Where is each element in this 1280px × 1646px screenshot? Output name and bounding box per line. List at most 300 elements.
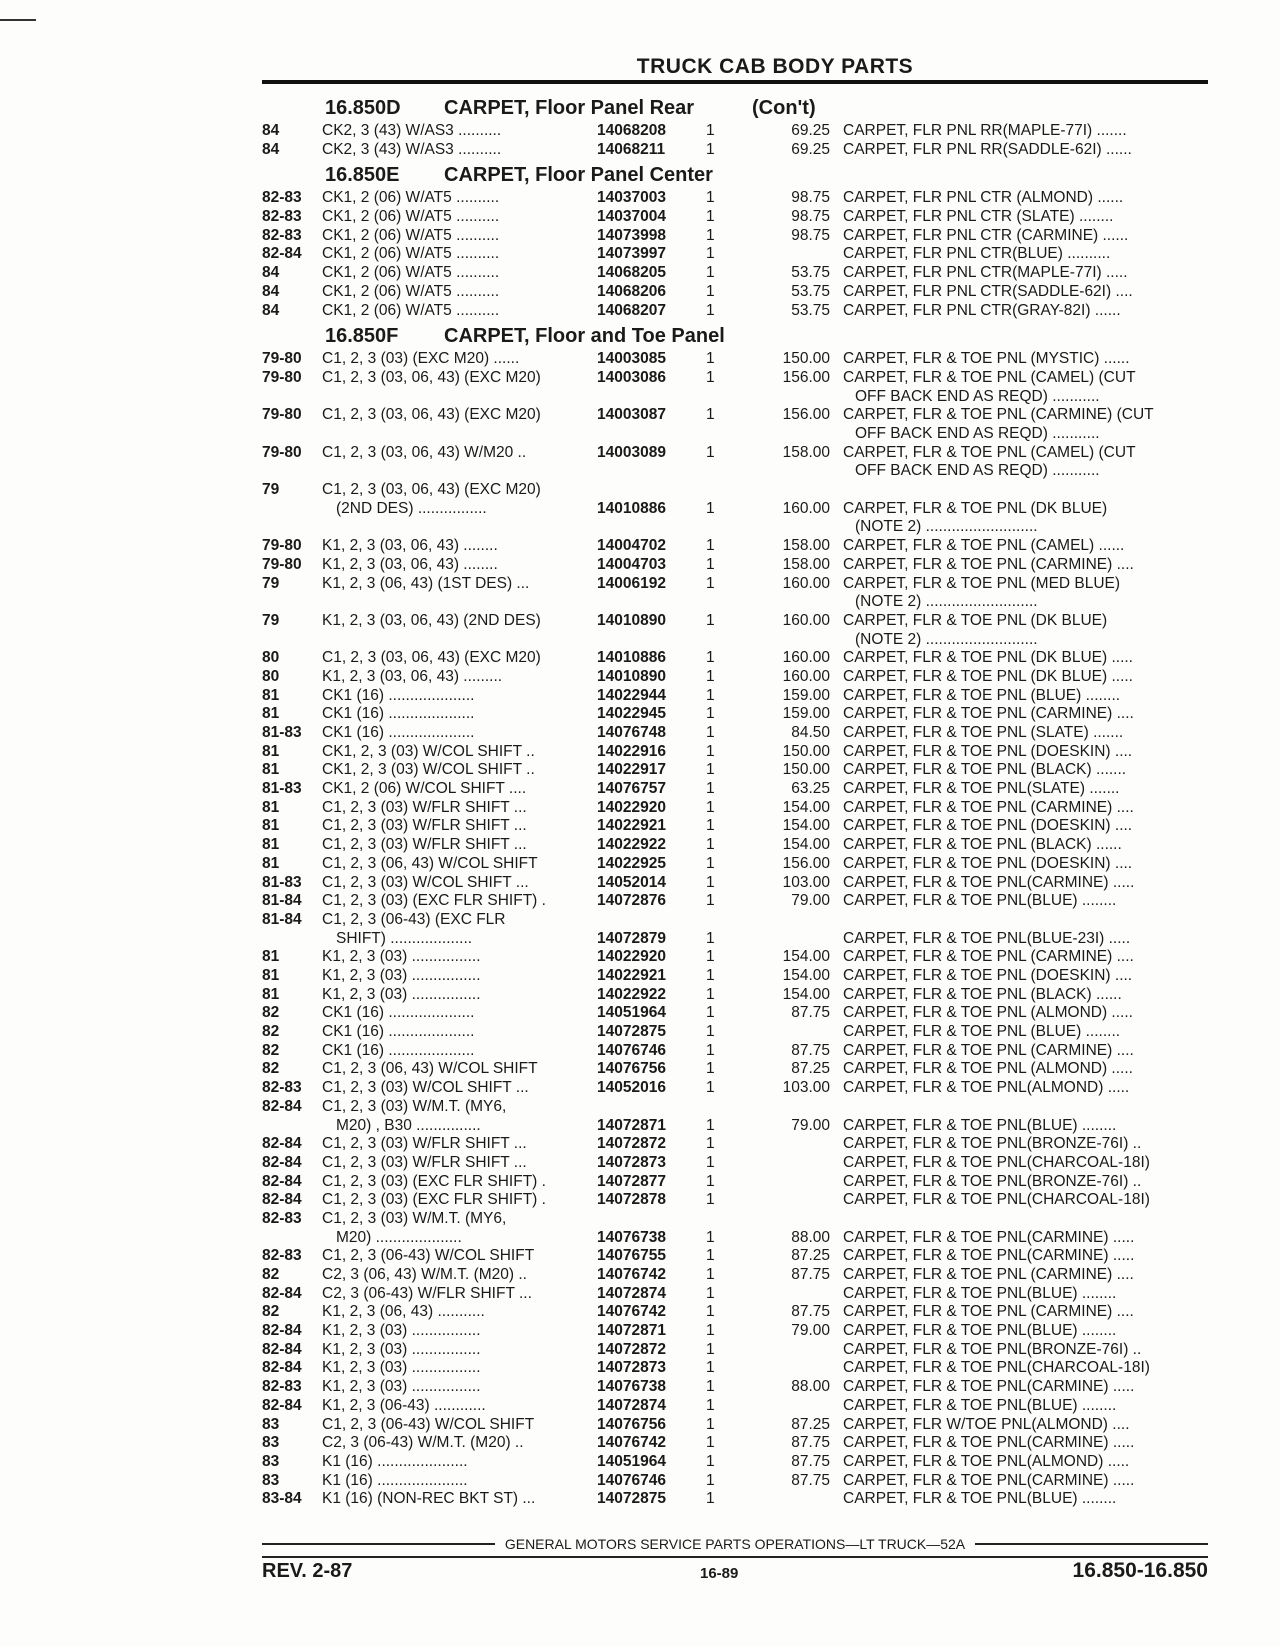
application xyxy=(322,967,592,986)
description-line: CARPET, FLR & TOE PNL (CAMEL) (CUT xyxy=(843,368,1136,386)
description-line: CARPET, FLR & TOE PNL (CAMEL) ...... xyxy=(843,537,1125,555)
application xyxy=(322,1285,592,1304)
model-year: 82 xyxy=(262,1004,280,1022)
price: 150.00 xyxy=(782,761,830,779)
table-row xyxy=(262,1490,1208,1509)
description xyxy=(843,1341,1213,1360)
table-row xyxy=(262,189,1208,208)
description xyxy=(843,948,1213,967)
application-line: CK1, 2 (06) W/AT5 .......... xyxy=(322,301,500,319)
table-row xyxy=(262,1023,1208,1042)
description-line: CARPET, FLR PNL CTR(GRAY-82I) ...... xyxy=(843,301,1121,319)
part-number: 14072874 xyxy=(597,1284,666,1302)
table-row xyxy=(262,874,1208,893)
part-number: 14068207 xyxy=(597,301,666,319)
table-row xyxy=(262,687,1208,706)
price: 98.75 xyxy=(791,226,830,244)
model-year: 82-83 xyxy=(262,1378,302,1396)
description-line: CARPET, FLR PNL CTR (SLATE) ........ xyxy=(843,208,1114,226)
quantity: 1 xyxy=(706,574,715,592)
description xyxy=(843,1191,1213,1210)
description-line xyxy=(843,1098,1213,1117)
table-row xyxy=(262,986,1208,1005)
corner-mark xyxy=(0,19,36,21)
model-year: 82 xyxy=(262,1303,280,1321)
description-line: CARPET, FLR & TOE PNL(CARMINE) ..... xyxy=(843,1228,1135,1246)
model-year: 82-84 xyxy=(262,1153,302,1171)
description-line: CARPET, FLR & TOE PNL (BLUE) ........ xyxy=(843,1023,1121,1041)
parts-listing xyxy=(262,92,1208,1509)
model-year: 79-80 xyxy=(262,368,302,386)
price: 160.00 xyxy=(782,499,830,517)
quantity: 1 xyxy=(706,1340,715,1358)
table-row xyxy=(262,1042,1208,1061)
price: 87.75 xyxy=(791,1452,830,1470)
quantity: 1 xyxy=(706,140,715,158)
description xyxy=(843,556,1213,575)
price: 88.00 xyxy=(791,1378,830,1396)
price: 158.00 xyxy=(782,555,830,573)
model-year: 82-84 xyxy=(262,1340,302,1358)
application-line: K1, 2, 3 (06, 43) (1ST DES) ... xyxy=(322,574,530,592)
application-line: C1, 2, 3 (03, 06, 43) (EXC M20) xyxy=(322,649,541,667)
description-line: CARPET, FLR PNL CTR(SADDLE-62I) .... xyxy=(843,282,1133,300)
quantity: 1 xyxy=(706,761,715,779)
part-number: 14004703 xyxy=(597,555,666,573)
description xyxy=(843,122,1213,141)
model-year: 82-84 xyxy=(262,245,302,263)
model-year: 82-84 xyxy=(262,1097,302,1115)
section-title: CARPET, Floor Panel Center xyxy=(444,164,713,187)
quantity: 1 xyxy=(706,122,715,139)
quantity: 1 xyxy=(706,817,715,835)
description-line: (NOTE 2) .......................... xyxy=(855,630,1038,648)
description xyxy=(843,649,1213,668)
application xyxy=(322,1191,592,1210)
part-number: 14010886 xyxy=(597,649,666,667)
description xyxy=(843,1098,1213,1135)
table-row xyxy=(262,911,1208,948)
description-line: CARPET, FLR & TOE PNL(ALMOND) ..... xyxy=(843,1452,1130,1470)
model-year: 82-84 xyxy=(262,1172,302,1190)
application-line: K1, 2, 3 (03) ................ xyxy=(322,1340,481,1358)
price: 160.00 xyxy=(782,574,830,592)
part-number: 14022944 xyxy=(597,686,666,704)
application-line: C2, 3 (06-43) W/M.T. (M20) .. xyxy=(322,1434,524,1452)
quantity: 1 xyxy=(706,264,715,282)
part-number: 14072871 xyxy=(597,1322,666,1340)
part-number: 14072873 xyxy=(597,1359,666,1377)
quantity: 1 xyxy=(706,873,715,891)
quantity: 1 xyxy=(706,1135,715,1153)
model-year: 81-84 xyxy=(262,910,302,928)
description xyxy=(843,986,1213,1005)
application-line: CK1, 2 (06) W/COL SHIFT .... xyxy=(322,780,527,798)
application-line: CK1, 2, 3 (03) W/COL SHIFT .. xyxy=(322,742,535,760)
price: 159.00 xyxy=(782,686,830,704)
description-line: CARPET, FLR & TOE PNL(BLUE) ........ xyxy=(843,1396,1117,1414)
model-year: 79-80 xyxy=(262,443,302,461)
quantity: 1 xyxy=(706,1303,715,1321)
description-line: CARPET, FLR & TOE PNL(CARMINE) ..... xyxy=(843,873,1135,891)
part-number: 14010890 xyxy=(597,667,666,685)
description-line: CARPET, FLR & TOE PNL (DOESKIN) .... xyxy=(843,742,1133,760)
description xyxy=(843,780,1213,799)
description xyxy=(843,189,1213,208)
description-line: CARPET, FLR & TOE PNL(CARMINE) ..... xyxy=(843,1434,1135,1452)
application xyxy=(322,575,592,594)
application xyxy=(322,302,592,321)
application-line: K1, 2, 3 (03, 06, 43) ......... xyxy=(322,667,503,685)
price: 156.00 xyxy=(782,406,830,424)
application-line: CK1, 2 (06) W/AT5 .......... xyxy=(322,245,500,263)
part-number: 14072874 xyxy=(597,1396,666,1414)
application xyxy=(322,743,592,762)
model-year: 84 xyxy=(262,122,280,139)
section-number: 16.850E xyxy=(325,164,400,187)
application xyxy=(322,283,592,302)
application-line: CK1, 2 (06) W/AT5 .......... xyxy=(322,282,500,300)
quantity: 1 xyxy=(706,208,715,226)
quantity: 1 xyxy=(706,1172,715,1190)
price: 87.25 xyxy=(791,1247,830,1265)
model-year: 83-84 xyxy=(262,1490,302,1508)
table-row xyxy=(262,575,1208,612)
application xyxy=(322,780,592,799)
description xyxy=(843,1322,1213,1341)
description-line: CARPET, FLR & TOE PNL(CARMINE) ..... xyxy=(843,1378,1135,1396)
part-number: 14003089 xyxy=(597,443,666,461)
model-year: 81-83 xyxy=(262,724,302,742)
application xyxy=(322,705,592,724)
description-line: CARPET, FLR & TOE PNL (DOESKIN) .... xyxy=(843,854,1133,872)
description-line: CARPET, FLR & TOE PNL(SLATE) ....... xyxy=(843,780,1120,798)
quantity: 1 xyxy=(706,649,715,667)
model-year: 82-84 xyxy=(262,1396,302,1414)
description xyxy=(843,761,1213,780)
model-year: 79-80 xyxy=(262,406,302,424)
application xyxy=(322,208,592,227)
application-line: C1, 2, 3 (03, 06, 43) (EXC M20) xyxy=(322,406,541,424)
price: 69.25 xyxy=(791,140,830,158)
table-row xyxy=(262,1098,1208,1135)
description-line: CARPET, FLR & TOE PNL(BRONZE-76I) .. xyxy=(843,1340,1142,1358)
application-line: K1, 2, 3 (06-43) ............ xyxy=(322,1396,486,1414)
section-continued: (Con't) xyxy=(752,97,816,119)
description-line xyxy=(843,911,1213,930)
description xyxy=(843,537,1213,556)
description xyxy=(843,612,1213,649)
price: 154.00 xyxy=(782,948,830,966)
quantity: 1 xyxy=(706,1359,715,1377)
table-row xyxy=(262,705,1208,724)
part-number: 14072878 xyxy=(597,1191,666,1209)
description-line: CARPET, FLR & TOE PNL (BLACK) ....... xyxy=(843,761,1127,779)
part-number: 14072877 xyxy=(597,1172,666,1190)
application xyxy=(322,1303,592,1322)
application-line: C1, 2, 3 (06-43) W/COL SHIFT xyxy=(322,1247,535,1265)
quantity: 1 xyxy=(706,611,715,629)
part-number: 14076756 xyxy=(597,1060,666,1078)
table-row xyxy=(262,855,1208,874)
description xyxy=(843,1359,1213,1378)
footer-org: GENERAL MOTORS SERVICE PARTS OPERATIONS—LT TRUCK—52A xyxy=(504,1536,966,1552)
table-row xyxy=(262,1173,1208,1192)
table-row xyxy=(262,799,1208,818)
price: 98.75 xyxy=(791,208,830,226)
description-line: CARPET, FLR PNL CTR (CARMINE) ...... xyxy=(843,226,1129,244)
description xyxy=(843,874,1213,893)
application-line: CK1 (16) .................... xyxy=(322,686,475,704)
application xyxy=(322,911,592,948)
table-row xyxy=(262,122,1208,141)
quantity: 1 xyxy=(706,1023,715,1041)
part-number: 14076756 xyxy=(597,1415,666,1433)
model-year: 82-83 xyxy=(262,1247,302,1265)
model-year: 79 xyxy=(262,574,280,592)
application-line: K1, 2, 3 (03) ................ xyxy=(322,1378,481,1396)
description xyxy=(843,1247,1213,1266)
application-line: CK1 (16) .................... xyxy=(322,705,475,723)
part-number: 14076738 xyxy=(597,1228,666,1246)
model-year: 81 xyxy=(262,686,280,704)
quantity: 1 xyxy=(706,1060,715,1078)
section-header xyxy=(262,320,1208,350)
table-row xyxy=(262,649,1208,668)
table-row xyxy=(262,1266,1208,1285)
model-year: 81 xyxy=(262,836,280,854)
model-year: 81 xyxy=(262,798,280,816)
table-row xyxy=(262,836,1208,855)
part-number: 14037004 xyxy=(597,208,666,226)
application xyxy=(322,122,592,141)
application xyxy=(322,1359,592,1378)
section-header xyxy=(262,159,1208,189)
model-year: 82-84 xyxy=(262,1191,302,1209)
model-year: 81 xyxy=(262,705,280,723)
quantity: 1 xyxy=(706,892,715,910)
description xyxy=(843,208,1213,227)
application-line: K1, 2, 3 (03, 06, 43) (2ND DES) xyxy=(322,611,541,629)
price: 150.00 xyxy=(782,350,830,368)
description-line: CARPET, FLR & TOE PNL(BLUE) ........ xyxy=(843,1322,1117,1340)
table-row xyxy=(262,1004,1208,1023)
quantity: 1 xyxy=(706,967,715,984)
description xyxy=(843,1303,1213,1322)
application-line: C2, 3 (06-43) W/FLR SHIFT ... xyxy=(322,1284,532,1302)
application xyxy=(322,1023,592,1042)
description-line: CARPET, FLR & TOE PNL (MYSTIC) ...... xyxy=(843,350,1130,368)
table-row xyxy=(262,264,1208,283)
part-number: 14076757 xyxy=(597,780,666,798)
model-year: 82-83 xyxy=(262,1209,302,1227)
description xyxy=(843,705,1213,724)
price: 79.00 xyxy=(791,1322,830,1340)
model-year: 81 xyxy=(262,761,280,779)
price: 79.00 xyxy=(791,1116,830,1134)
description xyxy=(843,1285,1213,1304)
model-year: 82-84 xyxy=(262,1322,302,1340)
model-year: 81-83 xyxy=(262,873,302,891)
table-row xyxy=(262,1453,1208,1472)
application xyxy=(322,612,592,631)
quantity: 1 xyxy=(706,226,715,244)
application xyxy=(322,1079,592,1098)
table-row xyxy=(262,1210,1208,1247)
description-line: CARPET, FLR & TOE PNL (CARMINE) .... xyxy=(843,1303,1134,1321)
quantity: 1 xyxy=(706,1490,715,1508)
table-row xyxy=(262,1154,1208,1173)
application-line: C1, 2, 3 (03) W/M.T. (MY6, xyxy=(322,1209,507,1227)
quantity: 1 xyxy=(706,985,715,1003)
table-row xyxy=(262,780,1208,799)
description xyxy=(843,668,1213,687)
quantity: 1 xyxy=(706,836,715,854)
part-number: 14076755 xyxy=(597,1247,666,1265)
table-row xyxy=(262,1416,1208,1435)
price: 154.00 xyxy=(782,967,830,984)
part-number: 14037003 xyxy=(597,189,666,207)
description xyxy=(843,817,1213,836)
price: 158.00 xyxy=(782,537,830,555)
application xyxy=(322,245,592,264)
application xyxy=(322,1341,592,1360)
quantity: 1 xyxy=(706,667,715,685)
model-year: 83 xyxy=(262,1434,280,1452)
part-number: 14010890 xyxy=(597,611,666,629)
quantity: 1 xyxy=(706,1434,715,1452)
quantity: 1 xyxy=(706,1266,715,1284)
application xyxy=(322,1434,592,1453)
price: 154.00 xyxy=(782,985,830,1003)
application xyxy=(322,799,592,818)
part-number: 14022917 xyxy=(597,761,666,779)
model-year: 81 xyxy=(262,742,280,760)
quantity: 1 xyxy=(706,724,715,742)
part-number: 14004702 xyxy=(597,537,666,555)
part-number: 14022921 xyxy=(597,967,666,984)
description xyxy=(843,1173,1213,1192)
application-line: CK1, 2 (06) W/AT5 .......... xyxy=(322,226,500,244)
application xyxy=(322,1322,592,1341)
description xyxy=(843,1378,1213,1397)
page-title: TRUCK CAB BODY PARTS xyxy=(636,55,914,78)
description xyxy=(843,406,1213,443)
quantity: 1 xyxy=(706,854,715,872)
price: 87.75 xyxy=(791,1303,830,1321)
model-year: 82 xyxy=(262,1266,280,1284)
description xyxy=(843,575,1213,612)
part-number: 14022916 xyxy=(597,742,666,760)
section-number: 16.850D xyxy=(325,97,401,119)
description-line: CARPET, FLR & TOE PNL (CARMINE) .... xyxy=(843,1266,1134,1284)
price: 84.50 xyxy=(791,724,830,742)
application xyxy=(322,649,592,668)
table-row xyxy=(262,350,1208,369)
quantity: 1 xyxy=(706,406,715,424)
application xyxy=(322,369,592,388)
table-row xyxy=(262,141,1208,160)
description xyxy=(843,283,1213,302)
quantity: 1 xyxy=(706,1284,715,1302)
table-row xyxy=(262,1060,1208,1079)
application-line: C1, 2, 3 (03) W/FLR SHIFT ... xyxy=(322,1135,527,1153)
price: 63.25 xyxy=(791,780,830,798)
table-row xyxy=(262,208,1208,227)
application-line: C1, 2, 3 (03) W/COL SHIFT ... xyxy=(322,1079,529,1097)
application xyxy=(322,948,592,967)
part-number: 14010886 xyxy=(597,499,666,517)
section-number: 16.850F xyxy=(325,325,399,348)
description-line: CARPET, FLR & TOE PNL (SLATE) ....... xyxy=(843,724,1124,742)
description xyxy=(843,724,1213,743)
model-year: 84 xyxy=(262,282,280,300)
description-line: CARPET, FLR & TOE PNL (CARMINE) .... xyxy=(843,1041,1134,1059)
application xyxy=(322,1247,592,1266)
description-line: CARPET, FLR & TOE PNL (CARMINE) .... xyxy=(843,798,1134,816)
part-number: 14052014 xyxy=(597,873,666,891)
application-line: K1, 2, 3 (03) ................ xyxy=(322,967,481,984)
application xyxy=(322,1042,592,1061)
table-row xyxy=(262,1472,1208,1491)
application-line: C1, 2, 3 (03) W/M.T. (MY6, xyxy=(322,1097,507,1115)
application-line: (2ND DES) ................ xyxy=(336,499,487,517)
model-year: 82-83 xyxy=(262,208,302,226)
quantity: 1 xyxy=(706,1191,715,1209)
title-rule xyxy=(262,80,1208,84)
description xyxy=(843,687,1213,706)
description xyxy=(843,1042,1213,1061)
quantity: 1 xyxy=(706,948,715,966)
part-number: 14051964 xyxy=(597,1004,666,1022)
model-year: 79 xyxy=(262,611,280,629)
part-number: 14072875 xyxy=(597,1490,666,1508)
table-row xyxy=(262,1303,1208,1322)
quantity: 1 xyxy=(706,686,715,704)
model-year: 79 xyxy=(262,481,280,499)
description xyxy=(843,1490,1213,1509)
footer-rule xyxy=(262,1556,1208,1558)
description xyxy=(843,227,1213,246)
application-line: C1, 2, 3 (03) W/FLR SHIFT ... xyxy=(322,817,527,835)
description-line: CARPET, FLR & TOE PNL(BRONZE-76I) .. xyxy=(843,1135,1142,1153)
section-title: CARPET, Floor and Toe Panel xyxy=(444,325,725,348)
description-line: CARPET, FLR & TOE PNL (CARMINE) .... xyxy=(843,555,1134,573)
application xyxy=(322,1004,592,1023)
model-year: 79-80 xyxy=(262,350,302,368)
price: 98.75 xyxy=(791,189,830,207)
quantity: 1 xyxy=(706,1415,715,1433)
table-row xyxy=(262,761,1208,780)
part-number: 14022921 xyxy=(597,817,666,835)
application xyxy=(322,817,592,836)
quantity: 1 xyxy=(706,1322,715,1340)
quantity: 1 xyxy=(706,1153,715,1171)
description-line: OFF BACK END AS REQD) ........... xyxy=(855,424,1100,442)
model-year: 80 xyxy=(262,667,280,685)
description-line: CARPET, FLR & TOE PNL(BLUE) ........ xyxy=(843,1116,1117,1134)
part-number: 14006192 xyxy=(597,574,666,592)
application-line: C1, 2, 3 (06-43) W/COL SHIFT xyxy=(322,1415,535,1433)
application-line: CK1 (16) .................... xyxy=(322,1041,475,1059)
model-year: 83 xyxy=(262,1471,280,1489)
application xyxy=(322,668,592,687)
price: 160.00 xyxy=(782,667,830,685)
description-line: CARPET, FLR & TOE PNL (BLACK) ...... xyxy=(843,985,1122,1003)
price: 156.00 xyxy=(782,854,830,872)
description xyxy=(843,350,1213,369)
price: 87.25 xyxy=(791,1060,830,1078)
